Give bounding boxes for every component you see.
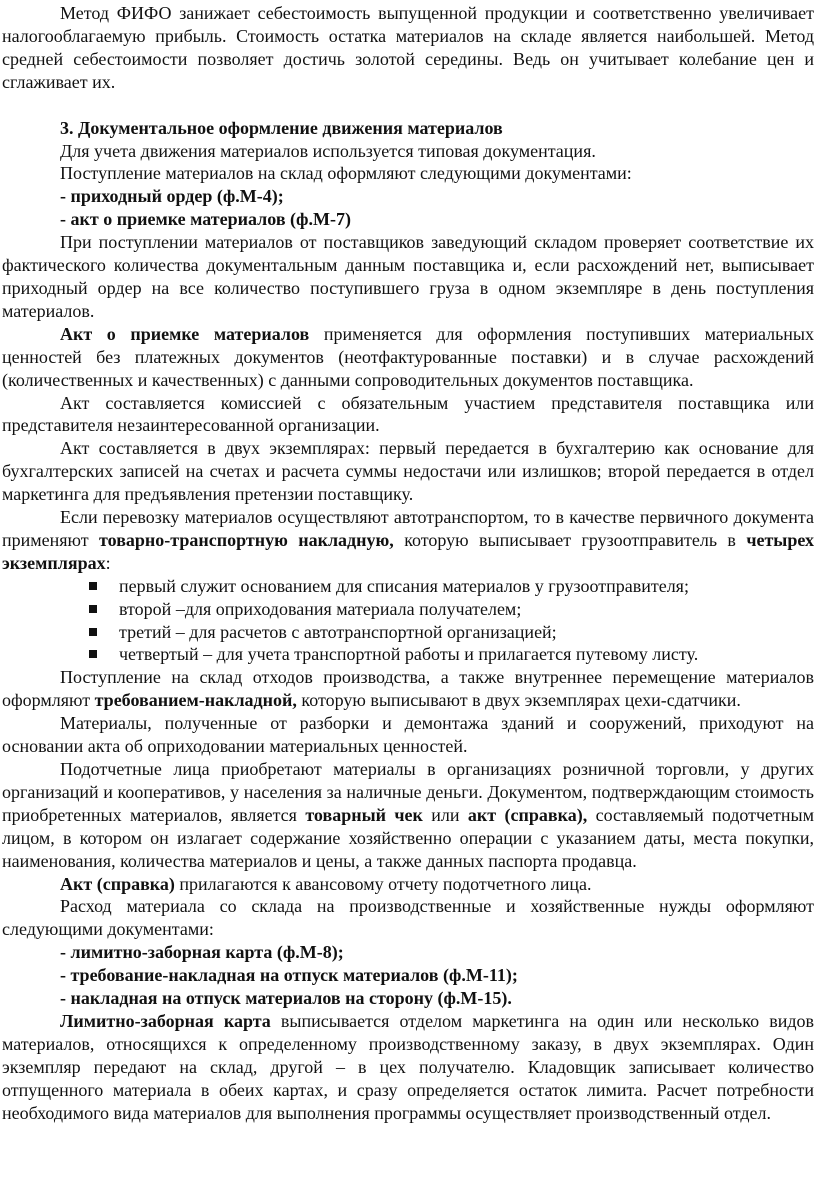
paragraph-accountable: Подотчетные лица приобретают материалы в организациях розничной торговли, у других организаций и кооперативов, у населения за наличные деньги. Документом, подтверждающим стоимость приобретенных материалов, является товарный чек или акт (справка), составляемый подотчетным лицом, в котором он излагает содержание хозяйственно операции с указанием даты, места покупки, наименования, количества материалов и цены, а также данных паспорта продавца. bbox=[2, 759, 815, 871]
paragraph-documentation: Для учета движения материалов используется типовая документация. bbox=[60, 140, 596, 161]
list-item: второй –для оприходования материала получателем; bbox=[89, 598, 814, 621]
list-item: третий – для расчетов с автотранспортной организацией; bbox=[89, 621, 814, 644]
section-title: 3. Документальное оформление движения материалов bbox=[60, 117, 503, 138]
paragraph-demolition: Материалы, полученные от разборки и демонтажа зданий и сооружений, приходуют на основании акта об оприходовании материальных ценностей. bbox=[2, 713, 814, 757]
paragraph-waste: Поступление на склад отходов производства, а также внутреннее перемещение материалов оформляют требованием-накладной, которую выписывают в двух экземплярах цехи-сдатчики. bbox=[2, 667, 814, 711]
doc-item-limit-card: - лимитно-заборная карта (ф.М-8); bbox=[60, 942, 344, 963]
paragraph-act-commission: Акт составляется комиссией с обязательным участием представителя поставщика или представителя незаинтересованной организации. bbox=[2, 392, 814, 436]
doc-item-outside-invoice: - накладная на отпуск материалов на сторону (ф.М-15). bbox=[60, 988, 512, 1009]
list-item: четвертый – для учета транспортной работы и прилагается путевому листу. bbox=[89, 643, 814, 666]
paragraph-receipt-docs: Поступление материалов на склад оформляют следующими документами: bbox=[60, 163, 632, 184]
paragraph-fifo: Метод ФИФО занижает себестоимость выпущенной продукции и соответственно увеличивает налогооблагаемую прибыль. Стоимость остатка материалов на складе является наибольшей. Метод средней себестоимости позволяет достичь золотой середины. Ведь он учитывает колебание цен и сглаживает их. bbox=[2, 3, 814, 92]
copies-list bbox=[2, 575, 814, 667]
doc-item-acceptance-act: - акт о приемке материалов (ф.М-7) bbox=[60, 209, 351, 230]
paragraph-act-copies: Акт составляется в двух экземплярах: первый передается в бухгалтерию как основание для бухгалтерских записей на счетах и расчета суммы недостачи или излишков; второй передается в отдел маркетинга для предъявления претензии поставщику. bbox=[2, 438, 814, 505]
paragraph-certificate: Акт (справка) прилагаются к авансовому отчету подотчетного лица. bbox=[60, 873, 592, 894]
paragraph-transport: Если перевозку материалов осуществляют автотранспортом, то в качестве первичного документа применяют товарно-транспортную накладную, которую выписывает грузоотправитель в четырех экземплярах: bbox=[2, 507, 814, 573]
paragraph-outflow: Расход материала со склада на производственные и хозяйственные нужды оформляют следующими документами: bbox=[2, 896, 814, 940]
doc-item-receipt-order: - приходный ордер (ф.М-4); bbox=[60, 186, 284, 207]
doc-item-requisition: - требование-накладная на отпуск материалов (ф.М-11); bbox=[60, 965, 518, 986]
paragraph-limit-card: Лимитно-заборная карта выписывается отделом маркетинга на один или несколько видов материалов, относящихся к определенному производственному заказу, в двух экземплярах. Один экземпляр передают на склад, другой – в цех получателю. Кладовщик записывает количество отпущенного материала в обеих картах, и сразу определяется остаток лимита. Расчет потребности необходимого вида материалов для выполнения программы осуществляет производственный отдел. bbox=[2, 1010, 814, 1123]
paragraph-act-usage: Акт о приемке материалов применяется для оформления поступивших материальных ценностей без платежных документов (неотфактурованные поставки) и в случае расхождений (количественных и качественных) с данными сопроводительных документов поставщика. bbox=[2, 323, 815, 390]
paragraph-gap bbox=[2, 94, 814, 117]
paragraph-receipt-check: При поступлении материалов от поставщиков заведующий складом проверяет соответствие их фактического количества документальным данным поставщика и, если расхождений нет, выписывает приходный ордер на все количество поступившего груза в одном экземпляре в день поступления материалов. bbox=[2, 232, 814, 321]
list-item: первый служит основанием для списания материалов у грузоотправителя; bbox=[89, 575, 814, 598]
